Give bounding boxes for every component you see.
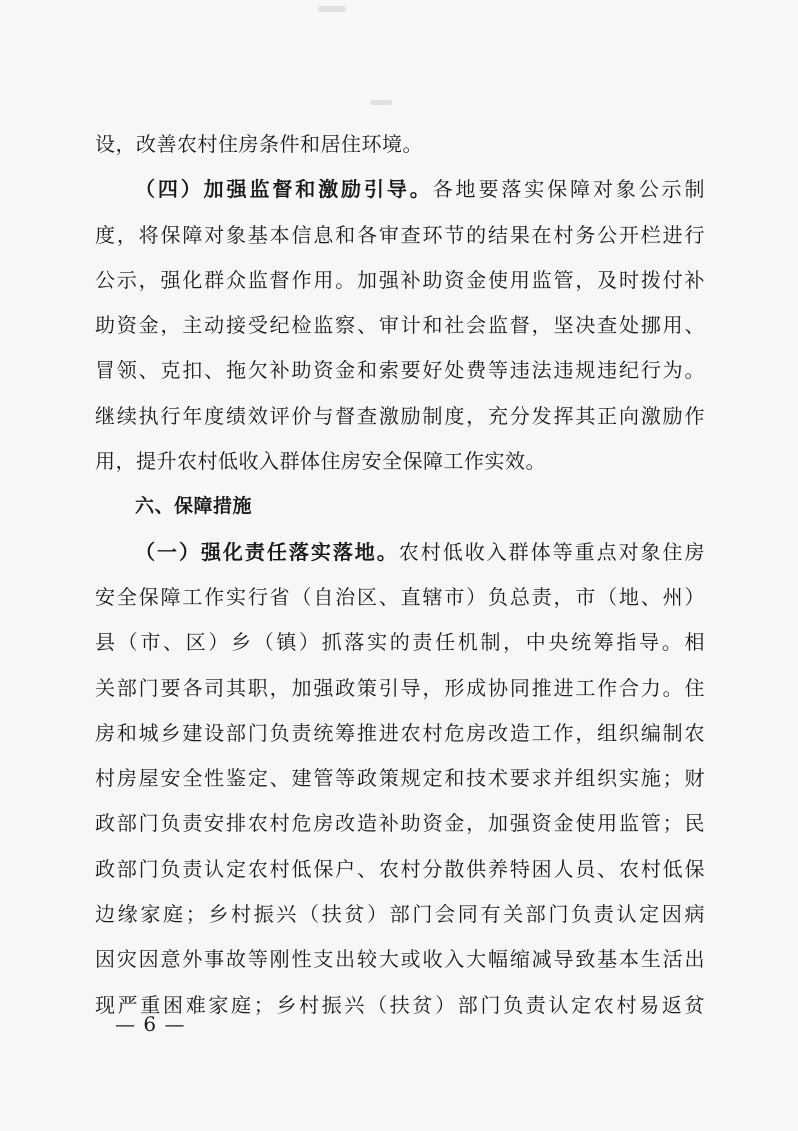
paragraph-line: 政部门负责认定农村低保户、农村分散供养特困人员、农村低保 (95, 856, 705, 881)
paragraph-line: 关部门要各司其职，加强政策引导，形成协同推进工作合力。住 (95, 675, 705, 700)
scan-mark-top (318, 6, 346, 12)
paragraph-line: 县（市、区）乡（镇）抓落实的责任机制，中央统筹指导。相 (95, 630, 705, 655)
paragraph-line: 助资金，主动接受纪检监察、审计和社会监督，坚决查处挪用、 (95, 313, 705, 338)
paragraph-text: 农村低收入群体等重点对象住房 (398, 539, 706, 564)
paragraph-line: 边缘家庭；乡村振兴（扶贫）部门会同有关部门负责认定因病 (95, 902, 705, 927)
paragraph-line (95, 167, 705, 212)
paragraph-line: 用，提升农村低收入群体住房安全保障工作实效。 (95, 449, 546, 474)
paragraph-line: 村房屋安全性鉴定、建管等政策规定和技术要求并组织实施；财 (95, 766, 705, 791)
paragraph-heading: （四）加强监督和激励引导。 (135, 177, 433, 202)
page-number: — 6 — (115, 1012, 186, 1036)
paragraph-line: 房和城乡建设部门负责统筹推进农村危房改造工作，组织编制农 (95, 720, 705, 745)
paragraph-line: 因灾因意外事故等刚性支出较大或收入大幅缩减导致基本生活出 (95, 947, 705, 972)
paragraph-line: 度，将保障对象基本信息和各审查环节的结果在村务公开栏进行 (95, 222, 705, 247)
paragraph-line: 现严重困难家庭；乡村振兴（扶贫）部门负责认定农村易返贫 (95, 992, 705, 1017)
paragraph-line: 公示，强化群众监督作用。加强补助资金使用监管，及时拨付补 (95, 267, 705, 292)
paragraph-line: 安全保障工作实行省（自治区、直辖市）负总责，市（地、州） (95, 584, 705, 609)
paragraph-line (95, 530, 705, 575)
paragraph-line: 继续执行年度绩效评价与督查激励制度，充分发挥其正向激励作 (95, 403, 705, 428)
paragraph-text: 各地要落实保障对象公示制 (432, 177, 706, 202)
section-title: 六、保障措施 (135, 495, 253, 518)
scan-mark-mid (370, 100, 392, 105)
document-body (95, 122, 705, 1028)
paragraph-line: 设，改善农村住房条件和居住环境。 (95, 132, 423, 156)
paragraph-line: 政部门负责安排农村危房改造补助资金，加强资金使用监管；民 (95, 811, 705, 836)
paragraph-heading: （一）强化责任落实落地。 (135, 539, 399, 564)
paragraph-line: 冒领、克扣、拖欠补助资金和索要好处费等违法违规违纪行为。 (95, 358, 705, 383)
